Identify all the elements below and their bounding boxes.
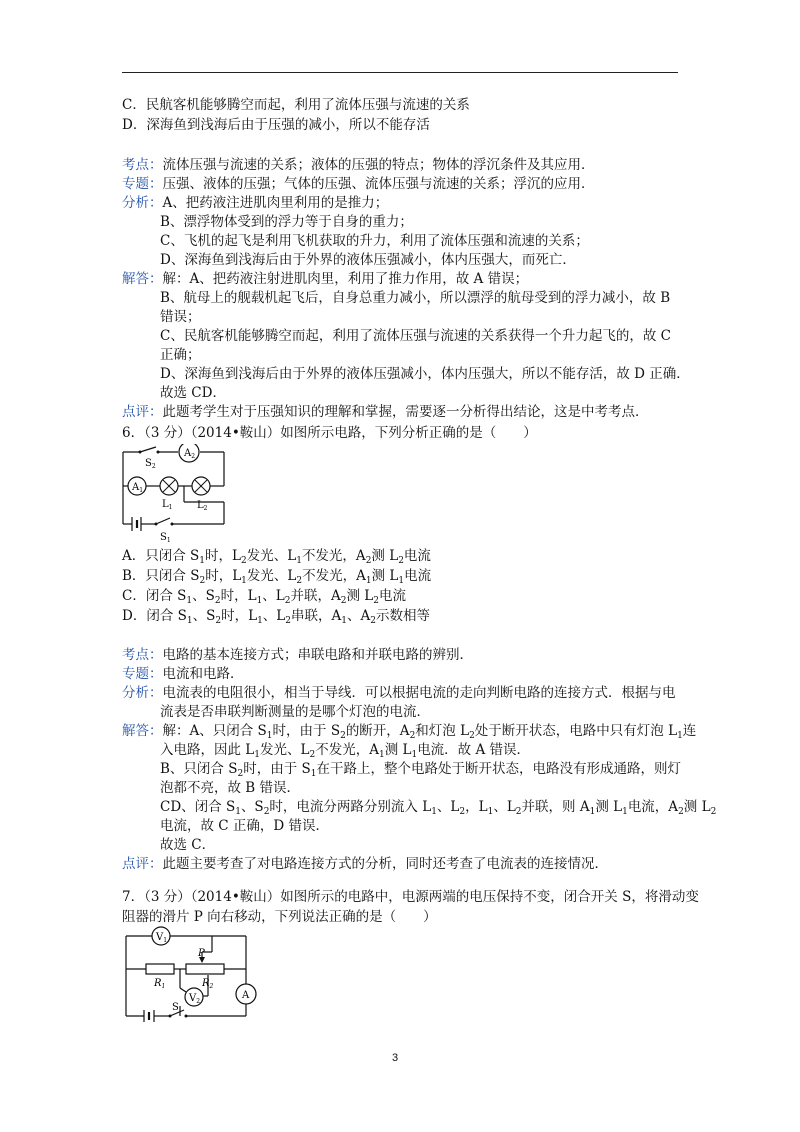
q7-stem-line1: 7．（3 分）（2014•鞍山）如图所示的电路中，电源两端的电压保持不变，闭合开关 S，将滑动变 <box>122 889 699 905</box>
jieda-line: B、航母上的舰载机起飞后，自身总重力减小，所以漂浮的航母受到的浮力减小，故 B <box>160 290 671 306</box>
q6-dianping <box>122 855 608 873</box>
v2-label: $V_2$ <box>189 993 201 1005</box>
q5-zhuanti <box>122 175 595 193</box>
q7-stem-line2: 阻器的滑片 P 向右移动，下列说法正确的是（ ） <box>122 909 437 925</box>
jieda-line: 故选 C． <box>160 837 216 853</box>
q5-option-c: C．民航客机能够腾空而起，利用了流体压强与流速的关系 <box>122 97 470 113</box>
q5-jieda <box>122 270 528 288</box>
q6-option-a: A．只闭合 $S_1$时，$L_2$发光、$L_1$不发光，$A_2$测 $L_2$电流 <box>122 548 431 566</box>
fenxi-line: 电流表的电阻很小，相当于导线．可以根据电流的走向判断电路的连接方式．根据与电 <box>162 685 676 701</box>
resistor-r1 <box>146 964 174 974</box>
s2-label: $S_2$ <box>145 458 156 470</box>
fenxi-label: 分析： <box>122 685 163 701</box>
r1-label: $R_1$ <box>154 978 166 990</box>
kaodian-label: 考点： <box>122 157 163 173</box>
jieda-label: 解答： <box>122 723 163 739</box>
header-rule <box>122 72 678 73</box>
switch-contact <box>169 1015 172 1018</box>
p-label: P <box>198 948 205 959</box>
zhuanti-text: 电流和电路． <box>162 666 244 682</box>
q5-option-d: D．深海鱼到浅海后由于压强的减小，所以不能存活 <box>122 117 430 133</box>
q5-fenxi <box>122 194 388 212</box>
q7-circuit-diagram <box>118 926 268 1028</box>
zhuanti-text: 压强、液体的压强；气体的压强、流体压强与流速的关系；浮沉的应用． <box>162 176 595 192</box>
q6-option-b: B．只闭合 $S_2$时，$L_1$发光、$L_2$不发光，$A_1$测 $L_1$电流 <box>122 568 432 586</box>
a-label: A <box>242 990 250 1001</box>
jieda-line: 电流，故 C 正确，D 错误． <box>160 818 330 834</box>
jieda-line: C、民航客机能够腾空而起，利用了流体压强与流速的关系获得一个升力起飞的，故 C <box>160 328 671 344</box>
kaodian-text: 电路的基本连接方式；串联电路和并联电路的辨别． <box>162 647 473 663</box>
jieda-line: 泡都不亮，故 B 错误． <box>160 780 301 796</box>
v1-label: $V_1$ <box>156 932 168 944</box>
fenxi-line: C、飞机的起飞是利用飞机获取的升力，利用了流体压强和流速的关系； <box>160 233 589 249</box>
q5-kaodian <box>122 156 595 174</box>
dianping-label: 点评： <box>122 404 163 420</box>
jieda-line: 故选 CD． <box>160 385 226 401</box>
fenxi-line: 流表是否串联判断测量的是哪个灯泡的电流． <box>160 704 430 720</box>
q6-jieda: 解答：解：A、只闭合 $S_1$时，由于 $S_2$的断开，$A_2$和灯泡 $L_2$处于断开状态，电路中只有灯泡 $L_1$连 <box>122 723 697 741</box>
a1-label: $A_1$ <box>132 482 144 494</box>
q6-zhuanti <box>122 665 244 683</box>
s-label: S <box>172 1002 179 1013</box>
dianping-text: 此题考学生对于压强知识的理解和掌握，需要逐一分析得出结论，这是中考考点． <box>162 404 649 420</box>
jieda-line: B、只闭合 $S_2$时，由于 $S_1$在干路上，整个电路处于断开状态，电路没有形成通路，则灯 <box>160 761 681 779</box>
switch-contact <box>185 1015 188 1018</box>
jieda-line: 错误； <box>160 309 201 325</box>
jieda-line: 入电路，因此 $L_1$发光、$L_2$不发光，$A_1$测 $L_1$电流．故 A 错误． <box>160 742 531 760</box>
jieda-label: 解答： <box>122 271 163 287</box>
q6-circuit-diagram <box>118 444 230 544</box>
dianping-text: 此题主要考查了对电路连接方式的分析，同时还考查了电流表的连接情况． <box>162 856 608 872</box>
switch-s1-contact <box>171 523 174 526</box>
fenxi-line: B、漂浮物体受到的浮力等于自身的重力； <box>160 214 413 230</box>
jieda-line: 解：A、把药液注射进肌肉里，利用了推力作用，故 A 错误； <box>162 271 529 287</box>
q6-fenxi <box>122 684 676 702</box>
fenxi-line: A、把药液注进肌肉里利用的是推力； <box>162 195 389 211</box>
s1-label: $S_1$ <box>160 532 171 544</box>
a2-label: $A_2$ <box>184 448 196 460</box>
l2-label: $L_2$ <box>197 500 208 512</box>
q6-kaodian <box>122 646 473 664</box>
r2-label: $R_2$ <box>202 978 214 990</box>
switch-s2-contact <box>157 451 160 454</box>
zhuanti-label: 专题： <box>122 176 163 192</box>
kaodian-text: 流体压强与流速的关系；液体的压强的特点；物体的浮沉条件及其应用． <box>162 157 595 173</box>
switch-s2-contact <box>139 451 142 454</box>
q6-option-d: D．闭合 $S_1$、$S_2$时，$L_1$、$L_2$串联，$A_1$、$A_2$示数相等 <box>122 608 430 626</box>
jieda-line: D、深海鱼到浅海后由于外界的液体压强减小，体内压强大，所以不能存活，故 D 正确． <box>160 366 690 382</box>
page-number: 3 <box>392 1052 399 1064</box>
fenxi-line: D、深海鱼到浅海后由于外界的液体压强减小，体内压强大，而死亡． <box>160 252 576 268</box>
dianping-label: 点评： <box>122 856 163 872</box>
jieda-line: 正确； <box>160 347 201 363</box>
zhuanti-label: 专题： <box>122 666 163 682</box>
l1-label: $L_1$ <box>162 499 173 511</box>
q6-stem: 6．（3 分）（2014•鞍山）如图所示电路，下列分析正确的是（ ） <box>122 425 537 441</box>
fenxi-label: 分析： <box>122 195 163 211</box>
kaodian-label: 考点： <box>122 647 163 663</box>
jieda-line: CD、闭合 $S_1$、$S_2$时，电流分两路分别流入 $L_1$、$L_2$，$L_1$、$L_2$并联，则 $A_1$测 $L_1$电流，$A_2$测 $L_2$ <box>160 799 717 817</box>
resistor-r2 <box>186 964 224 974</box>
switch-s1-contact <box>155 523 158 526</box>
q5-dianping <box>122 403 649 421</box>
q6-option-c: C．闭合 $S_1$、$S_2$时，$L_1$、$L_2$并联，$A_2$测 $L_2$电流 <box>122 588 406 606</box>
